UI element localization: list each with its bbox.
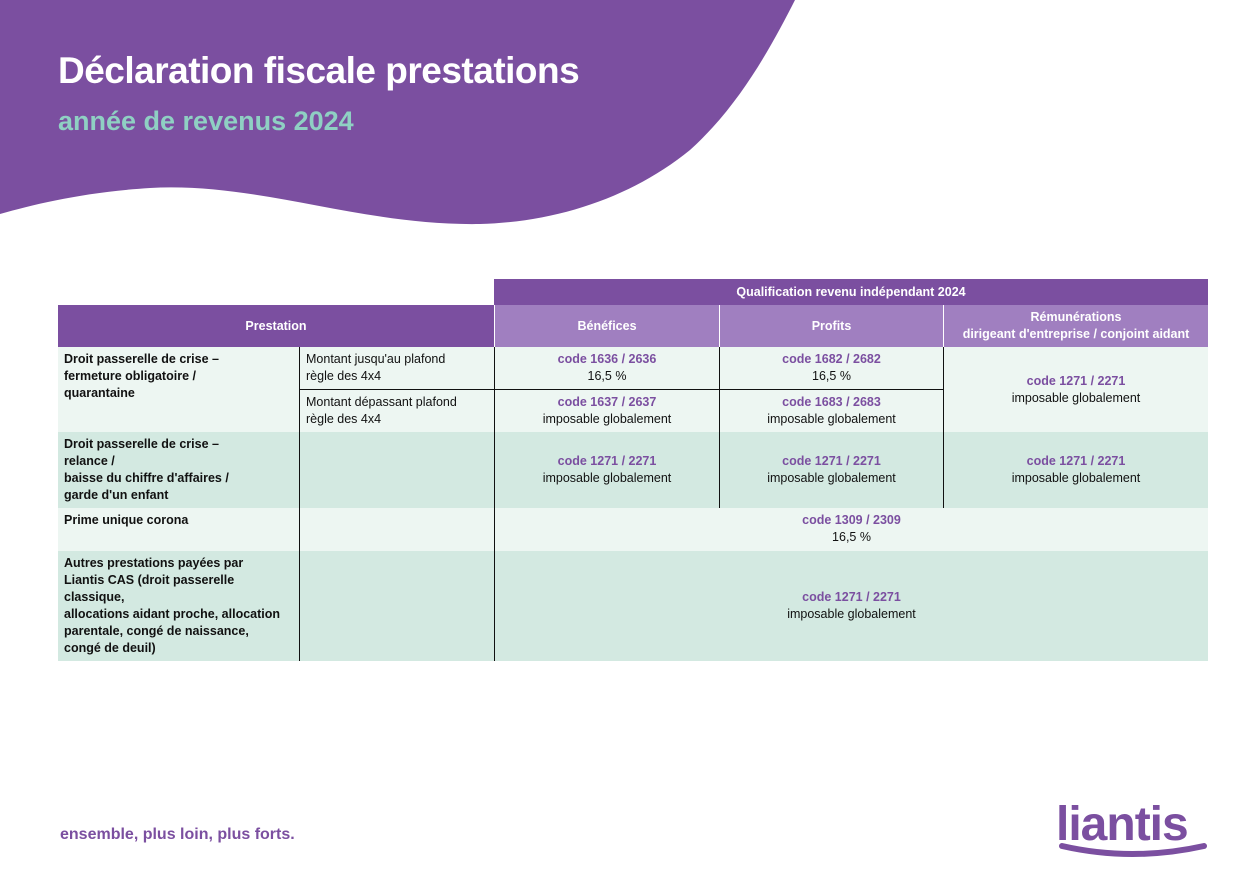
sub-row-label: Montant dépassant plafond règle des 4x4 [299, 389, 494, 432]
table-row [58, 347, 1208, 389]
column-header-benefices: Bénéfices [494, 305, 719, 347]
cell-all-columns: code 1271 / 2271 imposable globalement [494, 551, 1208, 661]
cell-all-columns: code 1309 / 2309 16,5 % [494, 508, 1208, 551]
row-label: Autres prestations payées par Liantis CAS (droit passerelle classique, allocations aidant proche, allocation parentale, congé de naissance, congé de deuil) [58, 551, 299, 661]
column-header-remunerations-line1: Rémunérations [1030, 310, 1122, 324]
qualification-header-row [58, 279, 1208, 305]
cell-benefices: code 1637 / 2637 imposable globalement [494, 389, 719, 432]
sub-row-empty [299, 508, 494, 551]
sub-row-label: Montant jusqu'au plafond règle des 4x4 [299, 347, 494, 389]
column-header-prestation: Prestation [58, 305, 494, 347]
column-header-profits: Profits [719, 305, 943, 347]
cell-profits: code 1271 / 2271 imposable globalement [719, 432, 943, 508]
row-label: Droit passerelle de crise – relance / baisse du chiffre d'affaires / garde d'un enfant [58, 432, 299, 508]
liantis-logo [1054, 796, 1214, 862]
column-header-remunerations [943, 305, 1208, 347]
sub-row-empty [299, 432, 494, 508]
cell-remunerations: code 1271 / 2271 imposable globalement [943, 432, 1208, 508]
cell-profits: code 1682 / 2682 16,5 % [719, 347, 943, 389]
row-label: Droit passerelle de crise – fermeture obligatoire / quarantaine [58, 347, 299, 432]
table-row [58, 432, 1208, 508]
row-label: Prime unique corona [58, 508, 299, 551]
footer-tagline: ensemble, plus loin, plus forts. [60, 826, 295, 843]
svg-text:liantis: liantis [1056, 798, 1188, 851]
cell-benefices: code 1271 / 2271 imposable globalement [494, 432, 719, 508]
column-header-row [58, 305, 1208, 347]
sub-row-empty [299, 551, 494, 661]
table-row [58, 551, 1208, 661]
table-row [58, 508, 1208, 551]
cell-remunerations: code 1271 / 2271 imposable globalement [943, 347, 1208, 432]
tax-table [58, 279, 1208, 661]
qualification-header: Qualification revenu indépendant 2024 [494, 279, 1208, 305]
page-subtitle: année de revenus 2024 [58, 106, 354, 136]
column-header-remunerations-line2: dirigeant d'entreprise / conjoint aidant [962, 327, 1190, 341]
page-title: Déclaration fiscale prestations [58, 50, 580, 91]
cell-benefices: code 1636 / 2636 16,5 % [494, 347, 719, 389]
cell-profits: code 1683 / 2683 imposable globalement [719, 389, 943, 432]
